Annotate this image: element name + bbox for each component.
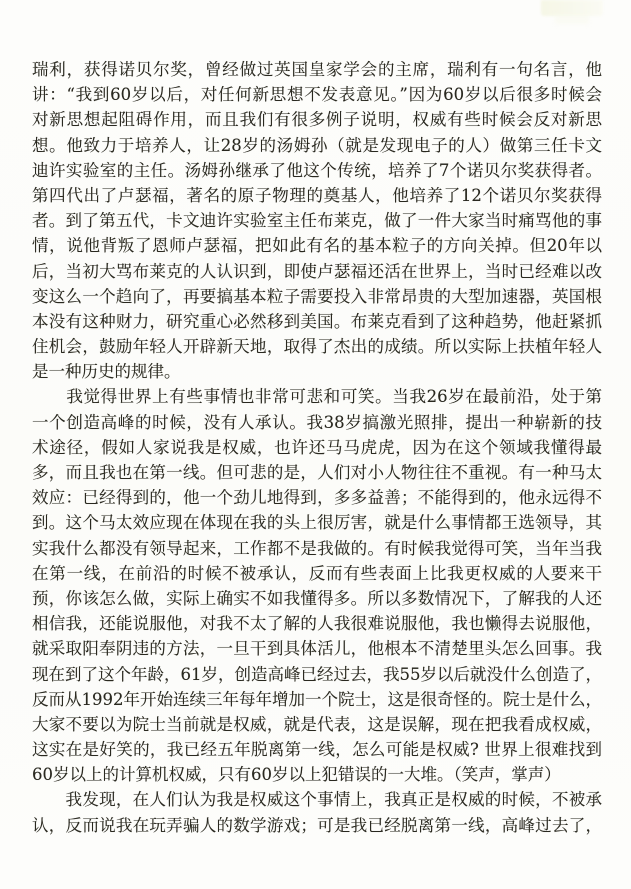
- text-line-14: 我觉得世界上有些事情也非常可悲和可笑。当我26岁在最前沿，处于第: [32, 387, 602, 407]
- text-line-19: 到。这个马太效应现在体现在我的头上很厉害，就是什么事情都王选领导，其: [32, 513, 602, 533]
- text-line-8: 情，说他背叛了恩师卢瑟福，把如此有名的基本粒子的方向关掉。但20年以: [32, 236, 602, 256]
- text-line-16: 术途径，假如人家说我是权威，也许还马马虎虎，因为在这个领域我懂得最: [32, 437, 602, 457]
- text-line-7: 者。到了第五代，卡文迪许实验室主任布莱克，做了一件大家当时痛骂他的事: [32, 211, 602, 231]
- text-line-4: 想。他致力于培养人，让28岁的汤姆孙（就是发现电子的人）做第三任卡文: [32, 135, 602, 155]
- text-line-1: 瑞利，获得诺贝尔奖，曾经做过英国皇家学会的主席，瑞利有一句名言，他: [32, 60, 602, 79]
- text-line-15: 一个创造高峰的时候，没有人承认。我38岁搞激光照排，提出一种崭新的技: [32, 412, 602, 432]
- text-line-27: 大家不要以为院士当前就是权威，就是代表，这是误解，现在把我看成权威，: [32, 714, 602, 734]
- text-line-24: 就采取阳奉阴违的方法，一旦干到具体活儿，他根本不清楚里头怎么回事。我: [32, 639, 602, 659]
- text-line-11: 本没有这种财力，研究重心必然移到美国。布莱克看到了这种趋势，他赶紧抓: [32, 311, 602, 331]
- text-line-13: 是一种历史的规律。: [32, 362, 181, 382]
- text-line-18: 效应：已经得到的，他一个劲儿地得到，多多益善；不能得到的，他永远得不: [32, 488, 602, 508]
- speech-text: [32, 57, 602, 838]
- text-line-26: 反而从1992年开始连续三年每年增加一个院士，这是很奇怪的。院士是什么，: [32, 689, 602, 709]
- scan-blemish-soft: [555, 14, 589, 24]
- text-line-2: 讲：“我到60岁以后，对任何新思想不发表意见。”因为60岁以后很多时候会: [32, 85, 602, 105]
- text-line-3: 对新思想起阻碍作用，而且我们有很多例子说明，权威有些时候会反对新思: [32, 110, 602, 130]
- text-line-5: 迪许实验室的主任。汤姆孙继承了他这个传统，培养了7个诺贝尔奖获得者。: [32, 160, 602, 180]
- text-line-28: 这实在是好笑的，我已经五年脱离第一线，怎么可能是权威? 世界上很难找到: [32, 740, 602, 760]
- text-line-29: 60岁以上的计算机权威，只有60岁以上犯错误的一大堆。（笑声，掌声）: [32, 765, 561, 785]
- text-line-23: 相信我，还能说服他，对我不太了解的人我很难说服他，我也懒得去说服他，: [32, 614, 602, 634]
- text-line-25: 现在到了这个年龄，61岁，创造高峰已经过去，我55岁以后就没什么创造了，: [32, 664, 602, 684]
- text-line-21: 在第一线，在前沿的时候不被承认，反而有些表面上比我更权威的人要来干: [32, 563, 602, 583]
- text-line-10: 变这么一个趋向了，再要搞基本粒子需要投入非常昂贵的大型加速器，英国根: [32, 286, 602, 306]
- text-line-30: 我发现，在人们认为我是权威这个事情上，我真正是权威的时候，不被承: [32, 790, 602, 810]
- text-line-9: 后，当初大骂布莱克的人认识到，即使卢瑟福还活在世界上，当时已经难以改: [32, 261, 602, 281]
- text-line-12: 住机会，鼓励年轻人开辟新天地，取得了杰出的成绩。所以实际上扶植年轻人: [32, 337, 602, 357]
- text-line-31: 认，反而说我在玩弄骗人的数学游戏；可是我已经脱离第一线，高峰过去了，: [32, 815, 602, 835]
- text-line-17: 多，而且我也在第一线。但可悲的是，人们对小人物往往不重视。有一种马太: [32, 463, 602, 482]
- text-line-6: 第四代出了卢瑟福，著名的原子物理的奠基人，他培养了12个诺贝尔奖获得: [32, 185, 602, 205]
- text-line-20: 实我什么都没有领导起来，工作都不是我做的。有时候我觉得可笑，当年当我: [32, 538, 602, 558]
- text-line-22: 预，你该怎么做，实际上确实不如我懂得多。所以多数情况下，了解我的人还: [32, 588, 602, 608]
